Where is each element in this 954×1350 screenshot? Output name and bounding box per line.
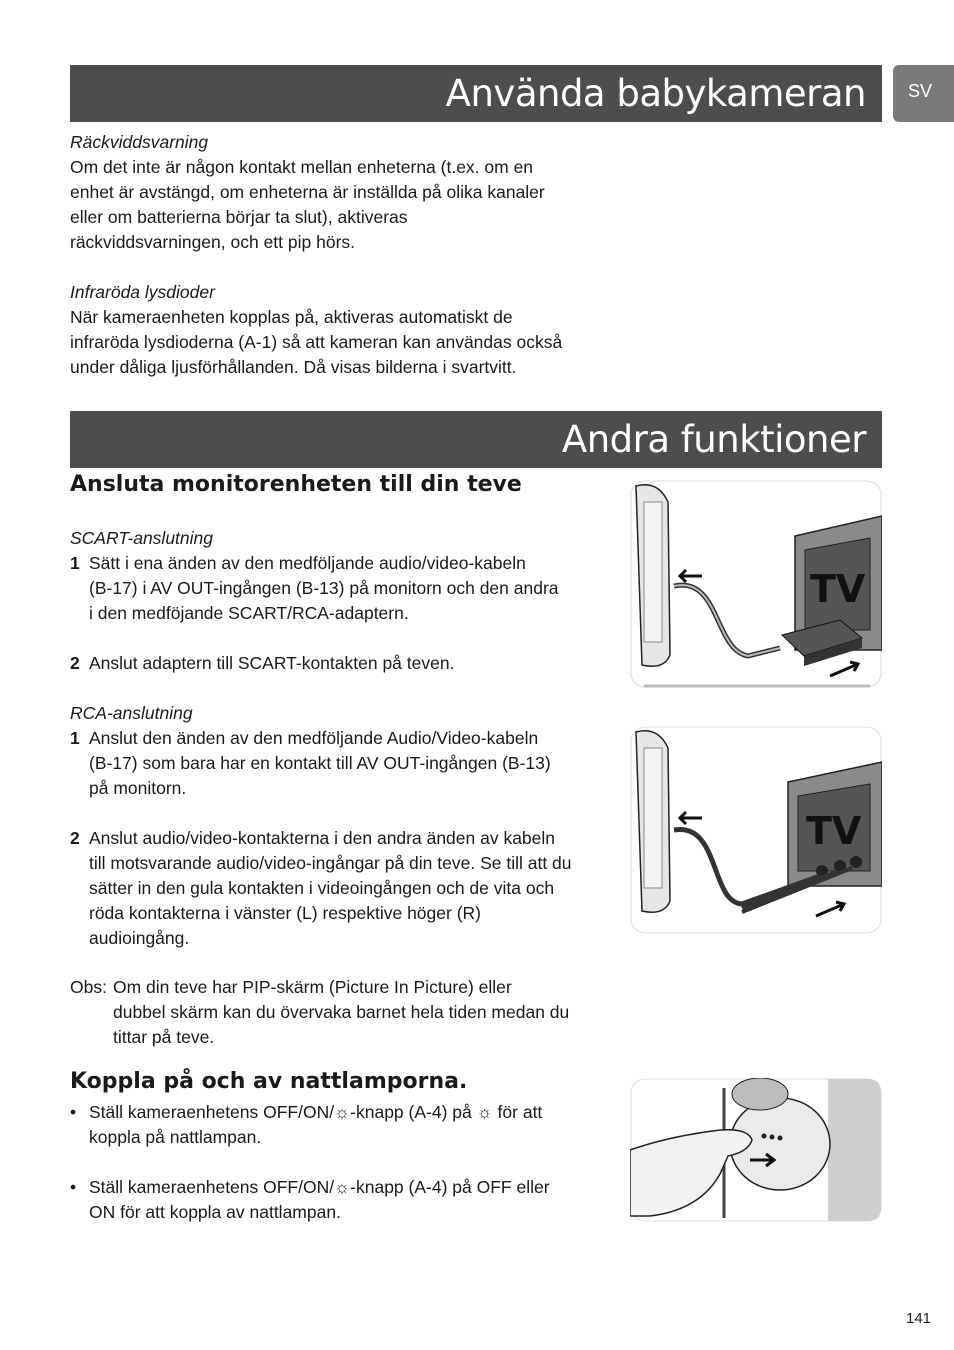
sun-icon: ☼ (476, 1102, 493, 1122)
sun-icon: ☼ (334, 1177, 351, 1197)
step-number: 1 (70, 728, 80, 748)
rca-step1-line: Anslut den änden av den medföljande Audio/Video-kabeln (89, 728, 539, 748)
note-line: tittar på teve. (113, 1027, 215, 1047)
page-number: 141 (906, 1310, 932, 1327)
tv-label: TV (806, 809, 862, 853)
scart-step1-line: i den medföjande SCART/RCA-adaptern. (89, 603, 409, 623)
scart-heading: SCART-anslutning (70, 528, 213, 548)
scart-step1-line: (B-17) i AV OUT-ingången (B-13) på monitorn och den andra (89, 578, 559, 598)
ir-leds-heading: Infraröda lysdioder (70, 282, 215, 302)
rca-step2-line: sätter in den gula kontakten i videoingången och de vita och (89, 878, 555, 898)
note-label: Obs: (70, 977, 107, 997)
scart-connection-illustration (630, 480, 882, 688)
bullet-text: -knapp (A-4) på OFF eller (350, 1177, 550, 1197)
rca-step2-line: audioingång. (89, 928, 190, 948)
range-warning-line: enhet är avstängd, om enheterna är inställda på olika kanaler (70, 182, 545, 202)
bullet: • (70, 1177, 77, 1197)
rca-connection-illustration (630, 726, 882, 934)
language-tab (893, 65, 954, 122)
rca-step2-line: röda kontakterna i vänster (L) respektive höger (R) (89, 903, 481, 923)
nightlight-bullet1-line2: koppla på nattlampan. (89, 1127, 262, 1147)
section-title: Använda babykameran (445, 72, 866, 115)
nightlight-button-illustration (630, 1078, 882, 1222)
step-number: 2 (70, 653, 80, 673)
section-header-bar (70, 65, 882, 122)
note-line: Om din teve har PIP-skärm (Picture In Picture) eller (113, 977, 512, 997)
bullet-text: Ställ kameraenhetens OFF/ON/ (89, 1102, 335, 1122)
bullet: • (70, 1102, 77, 1122)
step-number: 1 (70, 553, 80, 573)
nightlight-heading: Koppla på och av nattlamporna. (70, 1069, 468, 1094)
step-number: 2 (70, 828, 80, 848)
ir-leds-line: När kameraenheten kopplas på, aktiveras automatiskt de (70, 307, 513, 327)
nightlight-bullet1 (89, 1100, 542, 1125)
ir-leds-line: infraröda lysdioderna (A-1) så att kameran kan användas också (70, 332, 563, 352)
note-line: dubbel skärm kan du övervaka barnet hela tiden medan du (113, 1002, 570, 1022)
scart-step2-line: Anslut adaptern till SCART-kontakten på teven. (89, 653, 455, 673)
bullet-text: Ställ kameraenhetens OFF/ON/ (89, 1177, 335, 1197)
bullet-text: för att (497, 1102, 543, 1122)
nightlight-bullet2 (89, 1175, 550, 1200)
rca-step2-line: Anslut audio/video-kontakterna i den andra änden av kabeln (89, 828, 556, 848)
range-warning-line: räckviddsvarningen, och ett pip hörs. (70, 232, 356, 252)
connect-tv-heading: Ansluta monitorenheten till din teve (70, 472, 522, 497)
range-warning-line: Om det inte är någon kontakt mellan enheterna (t.ex. om en (70, 157, 534, 177)
tv-label: TV (810, 567, 866, 611)
sun-icon: ☼ (334, 1102, 351, 1122)
nightlight-bullet2-line2: ON för att koppla av nattlampan. (89, 1202, 341, 1222)
scart-step1-line: Sätt i ena änden av den medföljande audio/video-kabeln (89, 553, 526, 573)
section-header-bar (70, 411, 882, 468)
rca-step2-line: till motsvarande audio/video-ingångar på din teve. Se till att du (89, 853, 572, 873)
rca-step1-line: på monitorn. (89, 778, 187, 798)
rca-step1-line: (B-17) som bara har en kontakt till AV OUT-ingången (B-13) (89, 753, 551, 773)
rca-heading: RCA-anslutning (70, 703, 193, 723)
ir-leds-line: under dåliga ljusförhållanden. Då visas bilderna i svartvitt. (70, 357, 517, 377)
language-label: SV (908, 81, 933, 101)
range-warning-line: eller om batterierna börjar ta slut), aktiveras (70, 207, 408, 227)
range-warning-heading: Räckviddsvarning (70, 132, 209, 152)
section-title: Andra funktioner (561, 418, 866, 461)
bullet-text: -knapp (A-4) på (350, 1102, 472, 1122)
